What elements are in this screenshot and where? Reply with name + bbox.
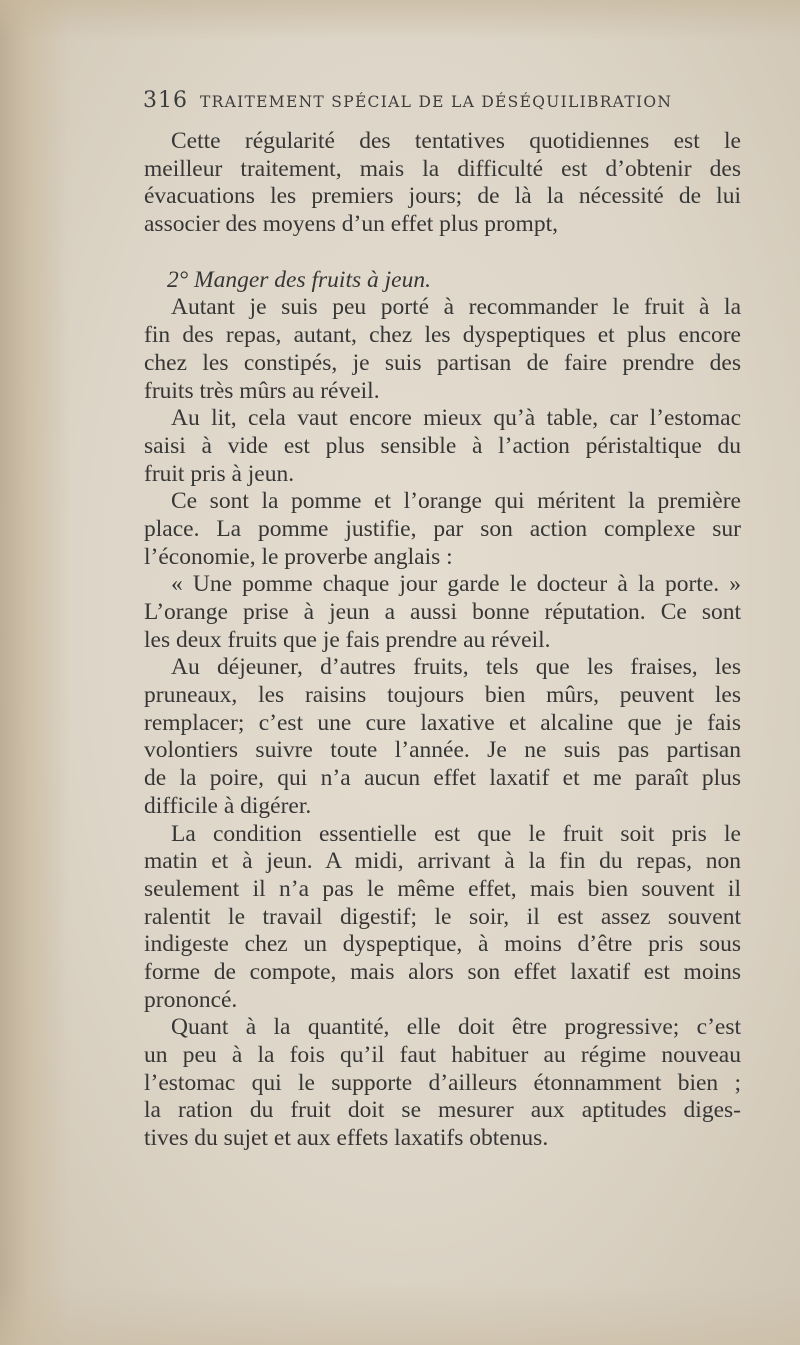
text-line: seulement il n’a pas le même effet, mais bien souvent il — [144, 875, 741, 902]
page-edge-shadow-bottom — [0, 1285, 800, 1345]
section-heading: 2° Manger des fruits à jeun. — [167, 266, 431, 293]
text-line: L’orange prise à jeun a aussi bonne réputation. Ce sont — [144, 599, 741, 625]
page-edge-shadow-top — [0, 0, 800, 40]
text-line: Cette régularité des tentatives quotidiennes est le — [171, 128, 741, 154]
text-line: indigeste chez un dyspeptique, à moins d’être pris sous — [144, 931, 741, 958]
text-line: de la poire, qui n’a aucun effet laxatif et me paraît plus — [144, 765, 741, 792]
running-title: TRAITEMENT SPÉCIAL DE LA DÉSÉQUILIBRATION — [200, 93, 673, 111]
text-line: matin et à jeun. A midi, arrivant à la fin du repas, non — [144, 848, 741, 875]
text-line: fruit pris à jeun. — [144, 460, 295, 487]
text-line: évacuations les premiers jours; de là la nécessité de lui — [144, 183, 741, 210]
text-line: les deux fruits que je fais prendre au réveil. — [144, 626, 551, 653]
text-line: fin des repas, autant, chez les dyspeptiques et plus encore — [144, 322, 741, 349]
text-line: ralentit le travail digestif; le soir, il est assez souvent — [144, 903, 741, 930]
text-line: associer des moyens d’un effet plus prompt, — [144, 211, 558, 238]
text-line: pruneaux, les raisins toujours bien mûrs, peuvent les — [144, 682, 741, 709]
text-line: l’économie, le proverbe anglais : — [144, 543, 453, 570]
page-edge-shadow-left — [0, 0, 70, 1345]
text-line: prononcé. — [144, 986, 238, 1013]
text-line: « Une pomme chaque jour garde le docteur à la porte. » — [171, 571, 741, 598]
text-line: place. La pomme justifie, par son action complexe sur — [144, 515, 741, 542]
text-line: fruits très mûrs au réveil. — [144, 377, 380, 404]
text-line: un peu à la fois qu’il faut habituer au régime nouveau — [144, 1042, 741, 1068]
body-text — [144, 128, 741, 1153]
text-line: saisi à vide est plus sensible à l’action péristaltique du — [144, 432, 741, 459]
text-line: Au déjeuner, d’autres fruits, tels que les fraises, les — [171, 654, 741, 681]
text-line: La condition essentielle est que le fruit soit pris le — [171, 820, 741, 847]
text-line: meilleur traitement, mais la difficulté est d’obtenir des — [144, 155, 741, 182]
text-line: difficile à digérer. — [144, 792, 312, 819]
text-line: la ration du fruit doit se mesurer aux aptitudes diges- — [144, 1097, 741, 1124]
text-line: l’estomac qui le supporte d’ailleurs étonnamment bien ; — [144, 1069, 741, 1096]
text-line: chez les constipés, je suis partisan de faire prendre des — [144, 349, 741, 376]
text-line: Autant je suis peu porté à recommander le fruit à la — [171, 294, 741, 321]
page-header — [143, 88, 743, 118]
page-number: 316 — [143, 88, 188, 113]
text-line: Ce sont la pomme et l’orange qui méritent la première — [171, 488, 741, 515]
text-line: volontiers suivre toute l’année. Je ne suis pas partisan — [144, 737, 741, 764]
text-line: Au lit, cela vaut encore mieux qu’à table, car l’estomac — [171, 405, 741, 432]
text-line: tives du sujet et aux effets laxatifs obtenus. — [144, 1125, 549, 1152]
blank-line — [144, 239, 741, 267]
text-line: forme de compote, mais alors son effet laxatif est moins — [144, 958, 741, 985]
text-line: Quant à la quantité, elle doit être progressive; c’est — [171, 1014, 741, 1041]
text-line: remplacer; c’est une cure laxative et alcaline que je fais — [144, 709, 741, 736]
